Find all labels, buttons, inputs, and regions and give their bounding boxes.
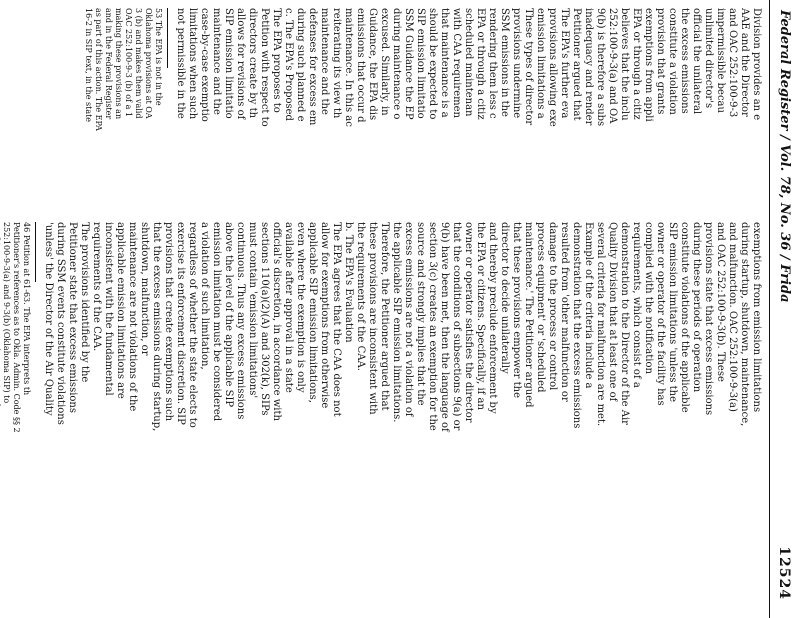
text-line: 9(b) is therefore a subs: [595, 8, 606, 127]
text-line: b. The EPA's Evaluation: [343, 222, 354, 343]
text-line: SSM emissions in the: [499, 8, 510, 117]
text-line: EPA or through a citiz: [631, 8, 642, 120]
text-line: requirements, which consist of a: [631, 222, 642, 388]
text-line: exemptions from appli: [643, 8, 654, 122]
text-line: The EPA's further eva: [559, 8, 570, 119]
footnote-line: 53 The EPA is not in the: [154, 8, 163, 106]
text-line: inadequacy and render: [583, 8, 594, 126]
text-line: during SSM events constitute violations: [55, 222, 66, 425]
text-column-right: [0, 222, 762, 433]
text-line: 9(b) have been met, then the language of: [439, 222, 450, 432]
text-line: during these periods of operation: [691, 222, 702, 393]
text-line: official's discretion, in accordance with: [271, 222, 282, 421]
text-line: Petitioner argued that: [571, 8, 582, 121]
text-line: a violation of such limitation,: [199, 222, 210, 370]
text-line: reiterating its view th: [331, 8, 342, 119]
text-line: These types of director: [523, 8, 534, 126]
text-line: scheduled maintenan: [463, 8, 474, 117]
text-line: resulted from 'other malfunction or: [559, 222, 570, 402]
text-line: requirements of the CAA.: [91, 222, 102, 352]
text-line: that these provisions empower the: [511, 222, 522, 399]
text-line: the applicable SIP emission limitations.: [391, 222, 402, 423]
text-line: maintenance and the: [211, 8, 222, 115]
text-line: allows for revisions of: [235, 8, 246, 120]
text-line: emission limitations a: [535, 8, 546, 119]
text-line: Division provides an e: [751, 8, 762, 121]
text-line: director to decide unilaterally: [499, 222, 510, 374]
text-line: EPA or through a citiz: [475, 8, 486, 120]
text-line: the requirements of the CAA.: [355, 222, 366, 371]
text-line: demonstration to the Director of the Air: [619, 222, 630, 425]
text-line: excess emissions are not a violation of: [403, 222, 414, 417]
footnote-line: Petitioner's references as to Okla. Admin. Code §§ 2: [12, 222, 21, 433]
text-line: limitations when such: [187, 8, 198, 120]
footnote-line: as part of this action. The EPA: [94, 8, 103, 131]
text-line: must contain 'emission limitations': [247, 222, 258, 399]
text-line: available after approval in a state: [283, 222, 294, 393]
text-line: inconsistent with the fundamental: [103, 222, 114, 396]
text-line: exemptions from emission limitations: [751, 222, 762, 413]
text-line: constitute violations of the applicable: [679, 222, 690, 413]
text-line: The EPA proposes to: [271, 8, 282, 113]
text-column-left: [83, 8, 762, 188]
text-line: not permissible in the: [175, 8, 186, 119]
footnote-line: and in the Federal Register: [104, 8, 113, 120]
text-line: applicable emission limitations are: [115, 222, 126, 399]
text-line: Petition with respect to: [259, 8, 270, 127]
text-line: The EPA agrees that the CAA does not: [331, 222, 342, 417]
text-line: even where the exemption is only: [295, 222, 306, 393]
text-line: and malfunction. OAC 252:100-9-3(a): [727, 222, 738, 412]
text-line: Petitioner state that excess emissions: [67, 222, 78, 413]
text-line: unlimited director's: [703, 8, 714, 109]
text-line: excused. Similarly, in: [379, 8, 390, 116]
text-line: these provisions are inconsistent with: [367, 222, 378, 415]
text-line: during startup, shutdown, maintenance,: [739, 222, 750, 427]
text-line: provisions that create exemptions such: [163, 222, 174, 422]
text-line: and thereby preclude enforcement by: [487, 222, 498, 414]
text-line: that the excess emissions during startup,: [151, 222, 162, 432]
text-line: c. The EPA's Proposed: [283, 8, 294, 121]
text-line: Example of the criteria include a: [583, 222, 594, 389]
journal-title: Federal Register / Vol. 78, No. 36 / Frida: [777, 10, 792, 303]
footnote-divider: [167, 8, 168, 68]
footnote-divider: [35, 222, 36, 282]
text-line: Guidance, the EPA dis: [367, 8, 378, 121]
text-line: during such planned e: [295, 8, 306, 122]
text-line: maintenance. In this ac: [343, 8, 354, 127]
text-line: Therefore, the Petitioner argued that: [379, 222, 390, 411]
text-line: the excess emissions: [679, 8, 690, 114]
text-line: applicable SIP emission limitations,: [307, 222, 318, 403]
text-line: 'unless' the Director of the Air Quality: [43, 222, 54, 416]
footnote-line: making these provisions an: [114, 8, 123, 120]
text-line: several criteria for malfunction are met.: [595, 222, 606, 427]
footnote-line: 252:100-9-3(a) and 9-3(b) (Oklahoma SIP) to: [2, 222, 11, 404]
text-line: believes that the inclu: [619, 8, 630, 121]
text-line: SIP emission limitatio: [415, 8, 426, 119]
text-line: shutdown, malfunction, or: [139, 222, 150, 356]
text-line: source and strongly implies that the: [415, 222, 426, 406]
footnote-line: [0, 222, 1, 402]
running-header: [769, 0, 800, 618]
text-line: case-by-case exemptio: [199, 8, 210, 122]
text-line: SIP emission limitatio: [223, 8, 234, 119]
text-line: provisions allowing exe: [547, 8, 558, 127]
footnote-line: 46 Petition at 61-63. The EPA interprets th: [22, 222, 31, 396]
text-line: provisions undermine: [511, 8, 522, 119]
text-line: damage to the process or control: [547, 222, 558, 391]
text-line: demonstration that the excess emissions: [571, 222, 582, 429]
text-line: impermissible becau: [715, 8, 726, 113]
text-line: rendering them less c: [487, 8, 498, 119]
text-line: owner or operator of the facility has: [655, 222, 666, 406]
text-line: official the unilateral: [691, 8, 702, 115]
footnote-line: OAC 252:100-9-3 (b) of a 1: [124, 8, 133, 117]
text-line: exercise its enforcement discretion. SIP: [175, 222, 186, 425]
text-line: maintenance and the: [319, 8, 330, 115]
footnote-line: 3 (b) and makes them valid: [134, 8, 143, 119]
text-line: maintenance.' The Petitioner argued: [523, 222, 534, 408]
text-line: above the level of the applicable SIP: [223, 222, 234, 408]
text-line: 252:100-9-3(a) and OA: [607, 8, 618, 124]
text-line: constitute a violation: [667, 8, 678, 115]
text-line: defenses for excess em: [307, 8, 318, 126]
text-line: provision that grants: [655, 8, 666, 115]
footnote-line: Oklahoma provisions at OA: [144, 8, 153, 119]
footnote-line: 16-2 in SIP text, in the state: [84, 8, 93, 123]
text-line: continuous. Thus any excess emissions: [235, 222, 246, 420]
text-line: during maintenance o: [391, 8, 402, 120]
text-line: with CAA requiremen: [451, 8, 462, 118]
text-line: maintenance are not violations of the: [127, 222, 138, 412]
text-line: regardless of whether the state elects to: [187, 222, 198, 428]
text-line: allow for exemptions from otherwise: [319, 222, 330, 409]
text-line: AAE and the Director: [739, 8, 750, 117]
text-line: that maintenance is a: [439, 8, 450, 118]
text-line: the EPA or citizens. Specifically, if an: [475, 222, 486, 410]
text-line: and OAC 252:100-9-3: [727, 8, 738, 118]
text-line: directors create by th: [247, 8, 258, 119]
text-line: emission limitation must be considered: [211, 222, 222, 422]
text-line: emissions that occur d: [355, 8, 366, 123]
text-line: Quality Division that at least one of: [607, 222, 618, 402]
text-line: provisions state that excess emissions: [703, 222, 714, 416]
text-line: SSM Guidance the EP: [403, 8, 414, 120]
text-line: should be expected to: [427, 8, 438, 120]
text-line: process equipment' or 'scheduled: [535, 222, 546, 393]
text-line: The provisions identified by the: [79, 222, 90, 383]
text-line: complied with the notification: [643, 222, 654, 374]
text-line: and OAC 252:100-9-3(b). These: [715, 222, 726, 382]
text-line: sections 110(a)(2)(A) and 302(k), SIPs: [259, 222, 270, 416]
text-line: SIP emission limitations 'unless the: [667, 222, 678, 403]
text-line: section 3(c) creates an exemption for the: [427, 222, 438, 431]
text-line: owner or operator satisfies the director: [463, 222, 474, 423]
text-line: that the conditions of subsections 9(a) or: [451, 222, 462, 431]
page-number: 12524: [776, 546, 792, 600]
